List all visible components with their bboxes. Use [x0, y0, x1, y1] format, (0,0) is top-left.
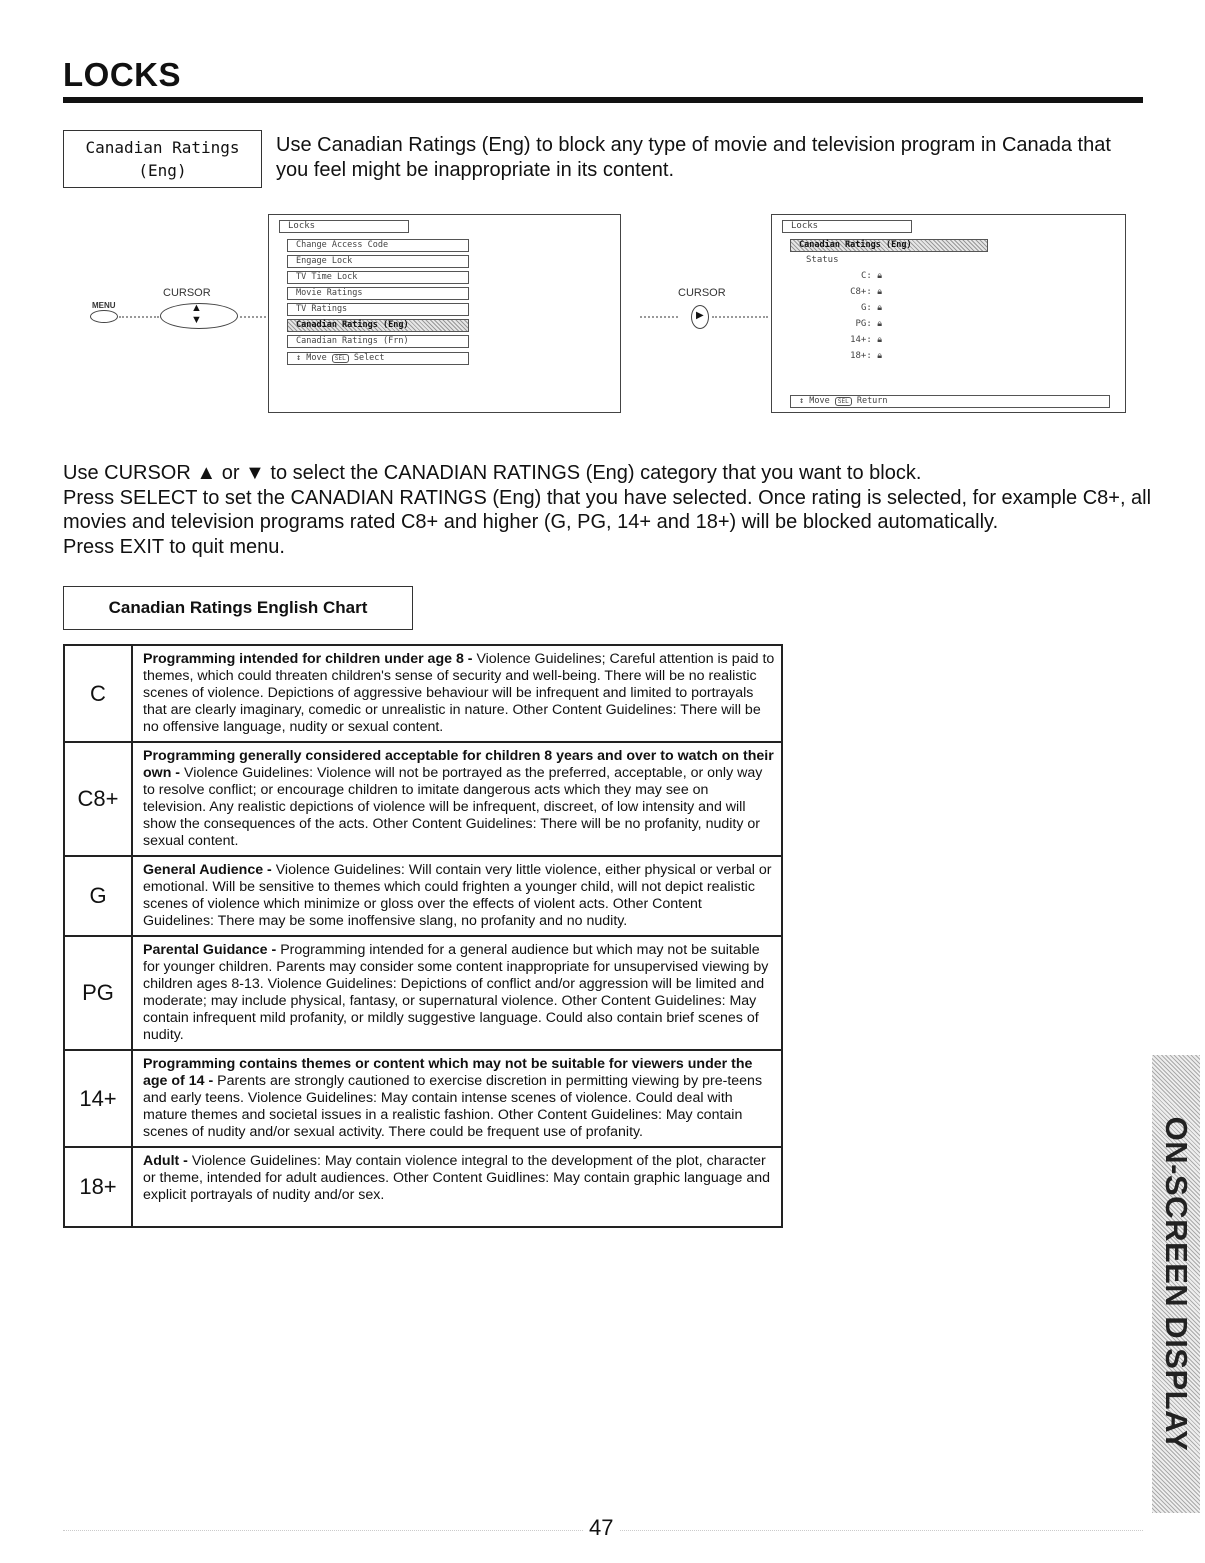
page-number: 47: [583, 1515, 619, 1541]
section-label: [63, 130, 262, 188]
side-tab-label: ON-SCREEN DISPLAY: [1159, 1116, 1194, 1452]
menu-item[interactable]: Canadian Ratings (Frn): [287, 335, 469, 348]
rating-row[interactable]: 18+: 🔒︎: [850, 351, 882, 361]
move-arrows-icon: ↕: [296, 353, 307, 363]
menu-button-icon: [90, 310, 118, 323]
cursor-down-icon: ▼: [191, 314, 202, 326]
rating-code: 14+: [64, 1050, 132, 1147]
rating-code: 18+: [64, 1147, 132, 1227]
lock-icon: 🔒︎: [877, 271, 882, 281]
menu-item-selected[interactable]: Canadian Ratings (Eng): [287, 319, 469, 332]
menu-header-selected: Canadian Ratings (Eng): [790, 239, 988, 252]
cursor-label-2: CURSOR: [678, 287, 726, 299]
rating-code: C8+: [64, 742, 132, 856]
cursor-label-1: CURSOR: [163, 287, 211, 299]
instruction-line: Use CURSOR ▲ or ▼ to select the CANADIAN RATINGS (Eng) category that you want to block.: [63, 462, 922, 484]
menu-screen-locks: [268, 214, 621, 413]
menu-item[interactable]: Engage Lock: [287, 255, 469, 268]
rating-description: Programming contains themes or content which may not be suitable for viewers under the age of 14 - Parents are strongly cautioned to exercise discretion in permitting viewing by pre-teens and early teens. Violence Guidelines: May contain intense scenes of violence. Could deal with mature themes and societal issues in a realistic fashion. Other Content Guidelines: May contain scenes of nudity and/or sexual activity. There could be frequent use of profanity.: [132, 1050, 782, 1147]
instruction-line: Press SELECT to set the CANADIAN RATINGS (Eng) that you have selected. Once rating is selected, for example C8+, all movies and television programs rated C8+ and higher (G, PG, 14+ and 18+) will be blocked automatically.: [63, 486, 1152, 533]
page-title: LOCKS: [63, 56, 181, 93]
section-intro: Use Canadian Ratings (Eng) to block any type of movie and television program in Canada that you feel might be inappropriate in its content.: [276, 134, 1111, 181]
lock-icon: 🔒︎: [877, 335, 882, 345]
rating-row[interactable]: PG: 🔒︎: [855, 319, 882, 329]
menu-title: Locks: [782, 220, 912, 233]
rating-row[interactable]: 14+: 🔒︎: [850, 335, 882, 345]
rating-description: General Audience - Violence Guidelines: Will contain very little violence, either physical or verbal or emotional. Will be sensitive to themes which could frighten a younger child, will not depict realistic scenes of violence which minimize or gloss over the effects of violent acts. Other Content Guidelines: There may be some inoffensive slang, no profanity and no nudity.: [132, 856, 782, 936]
lock-icon: 🔒︎: [877, 319, 882, 329]
table-row: [64, 856, 782, 936]
rating-description: Parental Guidance - Programming intended for a general audience but which may not be suitable for younger children. Parents may consider some content inappropriate for unsupervised viewing by children ages 8-13. Violence Guidelines: Depictions of conflict and/or aggression will be limited and moderate; may include physical, fantasy, or supernatural violence. Other Content Guidelines: May contain infrequent mild profanity, or mildly suggestive language. Could also contain brief scenes of nudity.: [132, 936, 782, 1050]
cursor-right-icon: ▶: [691, 305, 709, 329]
rating-row[interactable]: C8+: 🔒︎: [850, 287, 882, 297]
cursor-up-icon: ▲: [191, 302, 202, 314]
title-rule: [63, 97, 1143, 103]
chart-title: Canadian Ratings English Chart: [63, 586, 413, 630]
rating-code: G: [64, 856, 132, 936]
menu-screen-canadian-eng: [771, 214, 1126, 413]
lock-icon: 🔒︎: [877, 287, 882, 297]
flow-dots: [240, 316, 266, 318]
rating-row[interactable]: C: 🔒︎: [860, 271, 882, 281]
rating-row[interactable]: G: 🔒︎: [860, 303, 882, 313]
lock-icon: 🔒︎: [877, 303, 882, 313]
rating-description: Adult - Violence Guidelines: May contain violence integral to the development of the plot, character or theme, intended for adult audiences. Other Content Guidlines: May contain graphic language and explicit portrayals of nudity and/or sex.: [132, 1147, 782, 1227]
move-arrows-icon: ↕: [799, 396, 810, 406]
sel-key-icon: SEL: [332, 354, 349, 363]
ratings-table: [63, 644, 783, 1228]
table-row: [64, 1147, 782, 1227]
menu-footer: ↕ Move SEL Select: [287, 352, 469, 365]
flow-dots: [640, 316, 678, 318]
menu-key-label: MENU: [92, 301, 116, 310]
flow-dots: [119, 316, 159, 318]
menu-item[interactable]: Change Access Code: [287, 239, 469, 252]
table-row: [64, 742, 782, 856]
table-row: [64, 1050, 782, 1147]
table-row: [64, 645, 782, 742]
instructions: [63, 461, 1163, 559]
section-side-tab: [1152, 1055, 1200, 1513]
rating-description: Programming generally considered acceptable for children 8 years and over to watch on their own - Violence Guidelines: Violence will not be portrayed as the preferred, acceptable, or only way to resolve conflict; or encourage children to imitate dangerous acts which they may see on television. Any realistic depictions of violence will be infrequent, discreet, of low intensity and will show the consequences of the acts. Other Content Guidelines: There will be no profanity, nudity or sexual content.: [132, 742, 782, 856]
rating-code: C: [64, 645, 132, 742]
cursor-pad-icon: [160, 303, 238, 329]
lock-icon: 🔒︎: [877, 351, 882, 361]
flow-dots: [712, 316, 768, 318]
instruction-line: Press EXIT to quit menu.: [63, 535, 285, 558]
menu-item[interactable]: TV Ratings: [287, 303, 469, 316]
rating-code: PG: [64, 936, 132, 1050]
menu-title: Locks: [279, 220, 409, 233]
table-row: [64, 936, 782, 1050]
rating-description: Programming intended for children under age 8 - Violence Guidelines; Careful attention is paid to themes, which could threaten children's sense of security and well-being. There will be no realistic scenes of violence. Depictions of aggressive behaviour will be infrequent and limited to portrayals that are clearly imaginary, comedic or unrealistic in nature. Other Content Guidelines: There will be no offensive language, nudity or sexual content.: [143, 651, 775, 735]
menu-item[interactable]: TV Time Lock: [287, 271, 469, 284]
section-label-line2: (Eng): [138, 161, 187, 180]
menu-item[interactable]: Movie Ratings: [287, 287, 469, 300]
menu-footer: ↕ Move SEL Return: [790, 395, 1110, 408]
section-label-line1: Canadian Ratings: [85, 138, 240, 157]
status-label: Status: [806, 255, 839, 265]
sel-key-icon: SEL: [835, 397, 852, 406]
